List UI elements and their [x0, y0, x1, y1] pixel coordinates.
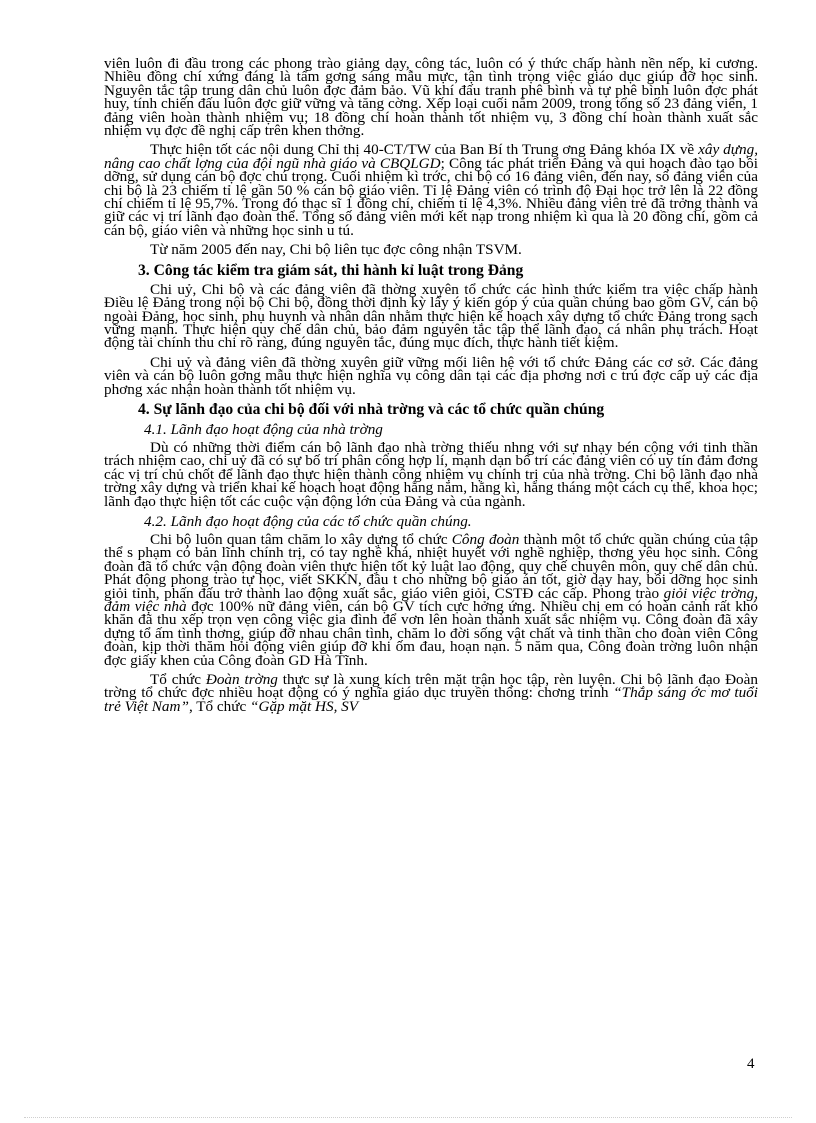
paragraph-tsvm [104, 241, 758, 259]
page-bottom-border [24, 1117, 792, 1118]
paragraph-directive-40 [104, 143, 758, 237]
paragraph-party-members-leadership [104, 55, 758, 140]
paragraph-local-relations [104, 353, 758, 398]
section-heading-3: 3. Công tác kiểm tra giám sát, thi hành kỉ luật trong Đảng [138, 261, 524, 279]
subsection-heading-4-2: 4.2. Lãnh đạo hoạt động của các tổ chức quần chúng. [144, 512, 472, 530]
paragraph-text: Chi uỷ và đảng viên đã thờng xuyên giữ vững mối liên hệ với tổ chức Đảng các cơ sở. Các đảng viên và cán bộ luôn gơng mẫu thực hiện nghĩa vụ công dân tại các địa phơng nơi c trú đợc cấp uỷ các địa phơng xác nhận hoàn thành tốt nhiệm vụ. [104, 353, 758, 398]
paragraph-text: Chi uỷ, Chi bộ và các đảng viên đã thờng xuyên tổ chức các hình thức kiểm tra việc chấp hành Điều lệ Đảng trong nội bộ Chi bộ, đồng thời định kỳ lấy ý kiến góp ý của quần chúng bao gồm GV, cán bộ ngoài Đảng, học sinh, phụ huynh và nhân dân nhằm thực hiện kế hoạch xây dựng tổ chức Đảng trong sạch vững mạnh. Thực hiện quy chế dân chủ, bảo đảm nguyên tắc tập thể lãnh đạo, cá nhân phụ trách. Hoạt động tài chính thu chi rõ ràng, đúng nguyên tắc, đúng mục đích, thực hành tiết kiệm. [104, 280, 758, 352]
italic-phrase: xây dựng, nâng cao chất lợng của đội ngũ nhà giáo và CBQLGD [104, 141, 758, 172]
paragraph-text: thực sự là xung kích trên mặt trận học tập, rèn luyện. Chi bộ lãnh đạo Đoàn trờng tổ chức đợc nhiều hoạt động có ý nghĩa giáo dục truyền thống: chơng trình [104, 671, 758, 702]
paragraph-text: ; Công tác phát triển Đảng và qui hoạch đào tạo bồi dỡng, sử dụng cán bộ đợc chú trọng. Cuối nhiệm kì trớc, chi bộ có 16 đảng viên, đến nay, số đảng viên của chi bộ là 23 chiếm tỉ lệ gần 50 % cán bộ giáo viên. Tỉ lệ Đảng viên có trình độ Đại học trở lên là 22 đồng chí chiếm tỉ lệ 95,7%. Trong đó thạc sĩ 1 đồng chí, chiếm tỉ lệ 4,3%. Nhiều đảng viên trẻ đã trởng thành và giữ các vị trí lãnh đạo đoàn thể. Tổng số đảng viên mới kết nạp trong nhiệm kì qua là 20 đồng chí, gồm cả cán bộ, giáo viên và những học sinh u tú. [104, 154, 758, 239]
paragraph-text: Từ năm 2005 đến nay, Chi bộ liên tục đợc công nhận TSVM. [150, 241, 522, 259]
subsection-heading-4-1: 4.1. Lãnh đạo hoạt động của nhà trờng [144, 420, 383, 438]
paragraph-text: thành một tổ chức quần chúng của tập thể s phạm có bản lĩnh chính trị, có tay nghề khá, nhiệt huyết với nghề nghiệp, thơng yêu học sinh. Công đoàn đã tổ chức vận động đoàn viên thực hiện tốt kỷ luật lao động, quy chế chuyên môn, quy chế dân chủ. Phát động phong trào tự học, viết SKKN, đầu t cho những bộ giáo án tốt, giờ dạy hay, bồi dỡng học sinh giỏi tỉnh, phấn đấu trở thành lao động xuất sắc, giáo viên giỏi, CSTĐ các cấp. Phong trào [104, 530, 758, 602]
section-heading-4: 4. Sự lãnh đạo của chi bộ đối với nhà trờng và các tổ chức quần chúng [138, 400, 605, 418]
italic-phrase: “Thắp sáng ớc mơ tuổi trẻ Việt Nam” [104, 684, 758, 715]
paragraph-youth-union [104, 673, 758, 713]
paragraph-school-leadership [104, 438, 758, 510]
paragraph-text: , Tổ chức [188, 697, 251, 715]
italic-phrase: Đoàn trờng [205, 671, 278, 689]
paragraph-text: Thực hiện tốt các nội dung Chỉ thị 40-CT/TW của Ban Bí th Trung ơng Đảng khóa IX về [150, 141, 699, 159]
page-body [104, 57, 758, 719]
paragraph-trade-union [104, 530, 758, 669]
italic-phrase: Công đoàn [451, 530, 520, 548]
italic-phrase: giỏi việc trờng, đảm việc nhà [104, 584, 758, 615]
paragraph-text: Chi bộ luôn quan tâm chăm lo xây dựng tổ chức [150, 530, 452, 548]
page-number: 4 [747, 1056, 755, 1072]
paragraph-text: Tổ chức [150, 671, 206, 689]
paragraph-inspection [104, 280, 758, 352]
italic-phrase: “Gặp mặt HS, SV [250, 697, 359, 715]
paragraph-text: đợc 100% nữ đảng viên, cán bộ GV tích cực hởng ứng. Nhiều chị em có hoàn cảnh rất khó khăn đã thu xếp trọn vẹn công việc gia đình để vơn lên hoàn thành xuất sắc nhiệm vụ. Công đoàn đã xây dựng tổ ấm tình thơng, giúp đỡ nhau chân tình, chăm lo đời sống vật chất và tinh thần cho đoàn viên Công đoàn, kịp thời thăm hỏi động viên giúp đỡ khi ốm đau, hoạn nạn. 5 năm qua, Công đoàn trờng luôn nhận đợc giấy khen của Công đoàn GD Hà Tĩnh. [104, 598, 758, 669]
paragraph-text: Dù có những thời điểm cán bộ lãnh đạo nhà trờng thiếu nhng với sự nhạy bén cộng với tinh thần trách nhiệm cao, chi uỷ đã có sự bố trí phân công hợp lí, mạnh dạn bố trí các đảng viên có uy tín đảm đơng các vị trí chủ chốt để lãnh đạo thực hiện thành công nhiệm vụ chính trị của nhà trờng. Chi bộ lãnh đạo nhà trờng xây dựng và triển khai kế hoạch hoạt động hằng năm, hằng kì, hằng tháng một cách cụ thể, khoa học; lãnh đạo thực hiện tốt các cuộc vận động lớn của Đảng và của ngành. [104, 438, 758, 510]
paragraph-text: viên luôn đi đầu trong các phong trào giảng dạy, công tác, luôn có ý thức chấp hành nền nếp, kỉ cương. Nhiều đồng chí xứng đáng là tấm gơng sáng mẫu mực, tận tình trọng việc giáo dục giúp đỡ học sinh. Nguyên tắc tập trung dân chủ luôn đợc đảm bảo. Vũ khí đấu tranh phê bình và tự phê bình luôn đợc phát huy, tính chiến đấu luôn đợc giữ vững và tăng cờng. Xếp loại cuối năm 2009, trong tổng số 23 đảng viên, 1 đảng viên hoàn thành nhiệm vụ; 18 đồng chí hoàn thành tốt nhiệm vụ, 3 đồng chí hoàn thành xuất sắc nhiệm vụ đợc đề nghị cấp trên khen thởng. [104, 55, 758, 140]
